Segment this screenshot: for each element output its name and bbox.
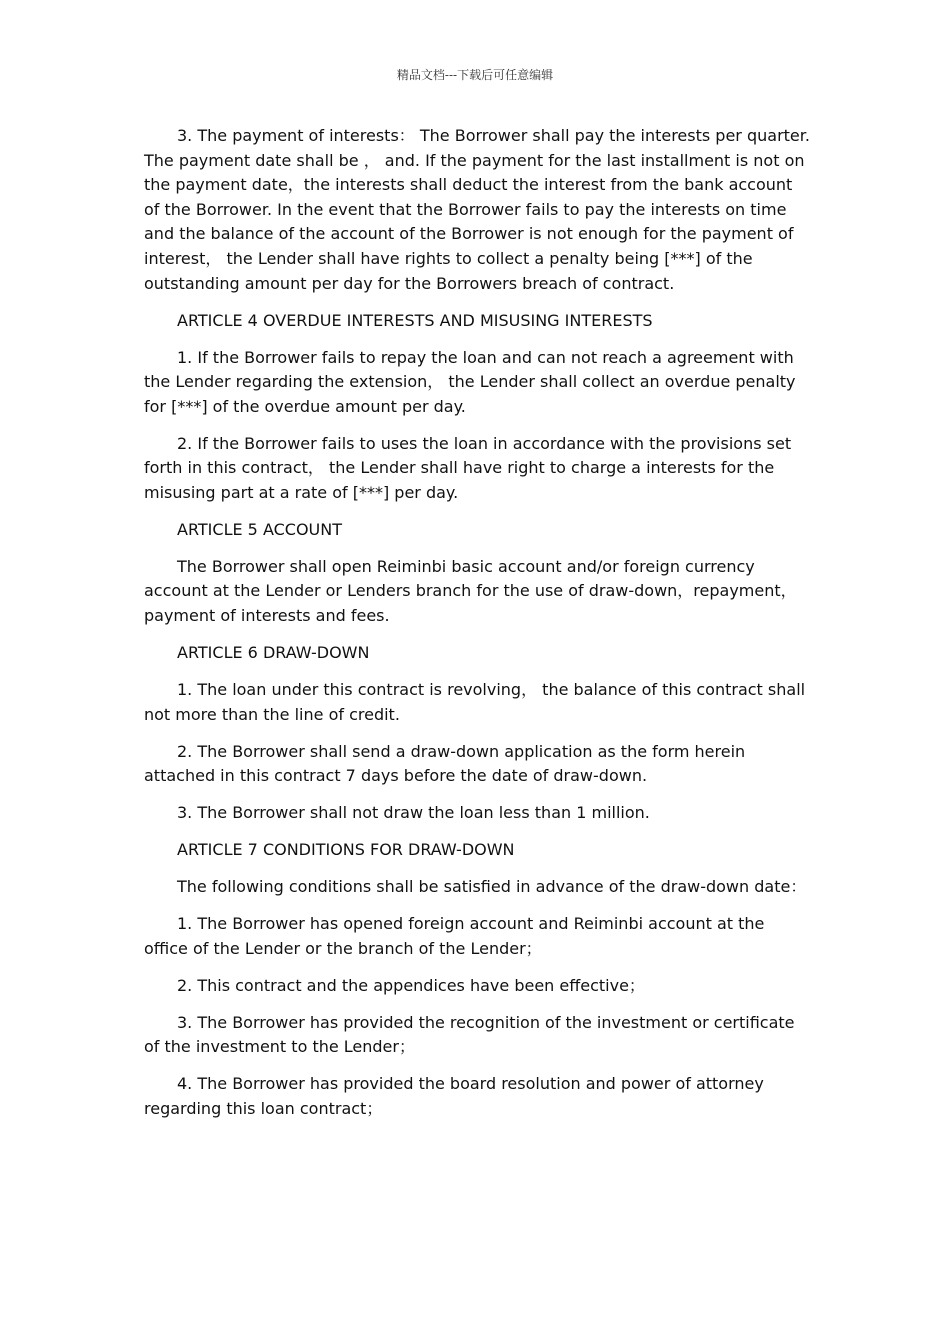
paragraph-conditions-intro: The following conditions shall be satisfied in advance of the draw-down date： [177, 877, 807, 897]
paragraph-account: The Borrower shall open Reiminbi basic account and/or foreign currency account at the Lender or Lenders branch for the use of draw-down，repayment，payment of interests and fees. [144, 556, 797, 626]
article-heading-7: ARTICLE 7 CONDITIONS FOR DRAW-DOWN [177, 840, 515, 860]
paragraph-overdue-penalty: 1. If the Borrower fails to repay the loan and can not reach a agreement with the Lender regarding the extension， the Lender shall collect an overdue penalty for [***] of the overdue amount per day. [144, 347, 796, 416]
paragraph-minimum-draw: 3. The Borrower shall not draw the loan less than 1 million. [177, 803, 650, 823]
article-heading-5: ARTICLE 5 ACCOUNT [177, 519, 342, 539]
paragraph-misusing-interest: 2. If the Borrower fails to uses the loan in accordance with the provisions set forth in this contract， the Lender shall have right to charge a interests for the misusing part at a rate of [***] per day. [144, 433, 792, 502]
article-heading-4: ARTICLE 4 OVERDUE INTERESTS AND MISUSING INTERESTS [177, 310, 653, 330]
paragraph-condition-1: 1. The Borrower has opened foreign account and Reiminbi account at the office of the Lender or the branch of the Lender； [144, 914, 765, 958]
paragraph-interest-payment: 3. The payment of interests： The Borrower shall pay the interests per quarter. The payment date shall be ， and. If the payment for the last installment is not on the payment date，the interests shall deduct the interest from the bank account of the Borrower. In the event that the Borrower fails to pay the interests on time and the balance of the account of the Borrower is not enough for the payment of interest， the Lender shall have rights to collect a penalty being [***] of the outstanding amount per day for the Borrowers breach of contract. [144, 126, 810, 293]
page-header: 精品文档---下载后可任意编辑 [396, 68, 554, 82]
paragraph-condition-4: 4. The Borrower has provided the board resolution and power of attorney regarding this loan contract； [144, 1074, 764, 1118]
paragraph-condition-3: 3. The Borrower has provided the recognition of the investment or certificate of the investment to the Lender； [144, 1012, 795, 1057]
paragraph-drawdown-application: 2. The Borrower shall send a draw-down application as the form herein attached in this contract 7 days before the date of draw-down. [144, 741, 746, 786]
article-heading-6: ARTICLE 6 DRAW-DOWN [177, 643, 370, 663]
paragraph-condition-2: 2. This contract and the appendices have been effective； [177, 975, 645, 995]
document-body [144, 124, 810, 1134]
paragraph-revolving-loan: 1. The loan under this contract is revolving， the balance of this contract shall not more than the line of credit. [144, 680, 806, 724]
